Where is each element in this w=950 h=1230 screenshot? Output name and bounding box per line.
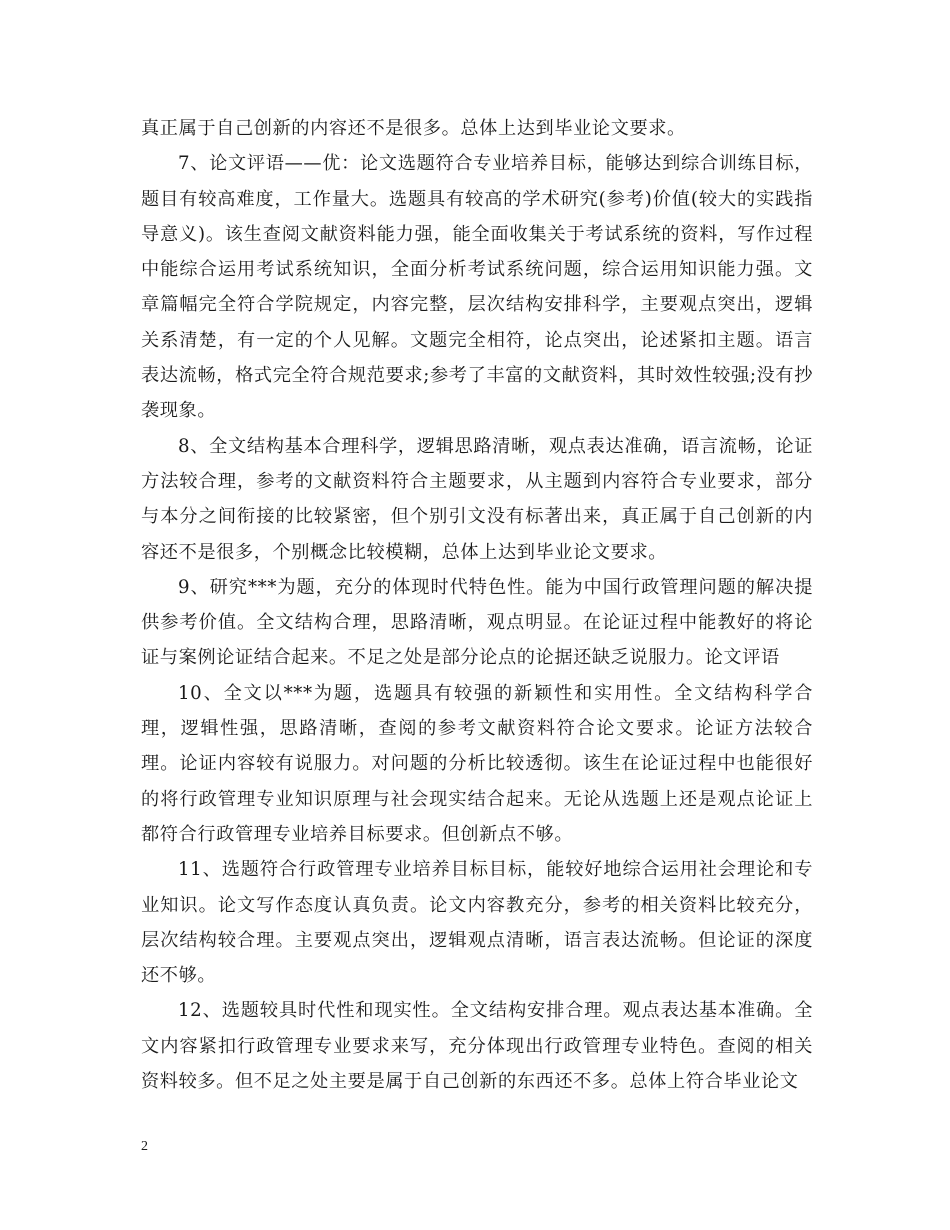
page-number: 2: [141, 1139, 148, 1154]
paragraph-item-11: 11、选题符合行政管理专业培养目标目标，能较好地综合运用社会理论和专业知识。论文写作态度认真负责。论文内容教充分，参考的相关资料比较充分，层次结构较合理。主要观点突出，逻辑观点清晰，语言表达流畅。但论证的深度还不够。: [141, 859, 813, 987]
paragraph-item-8: 8、全文结构基本合理科学，逻辑思路清晰，观点表达准确，语言流畅，论证方法较合理，参考的文献资料符合主题要求，从主题到内容符合专业要求，部分与本分之间衔接的比较紧密，但个别引文没有标著出来，真正属于自己创新的内容还不是很多，个别概念比较模糊，总体上达到毕业论文要求。: [141, 435, 813, 563]
paragraph-item-7: 7、论文评语——优：论文选题符合专业培养目标，能够达到综合训练目标，题目有较高难度，工作量大。选题具有较高的学术研究(参考)价值(较大的实践指导意义)。该生查阅文献资料能力强，能全面收集关于考试系统的资料，写作过程中能综合运用考试系统知识，全面分析考试系统问题，综合运用知识能力强。文章篇幅完全符合学院规定，内容完整，层次结构安排科学，主要观点突出，逻辑关系清楚，有一定的个人见解。文题完全相符，论点突出，论述紧扣主题。语言表达流畅，格式完全符合规范要求;参考了丰富的文献资料，其时效性较强;没有抄袭现象。: [141, 153, 813, 422]
paragraph-item-10: 10、全文以***为题，选题具有较强的新颖性和实用性。全文结构科学合理，逻辑性强，思路清晰，查阅的参考文献资料符合论文要求。论证方法较合理。论证内容较有说服力。对问题的分析比较透彻。该生在论证过程中也能很好的将行政管理专业知识原理与社会现实结合起来。无论从选题上还是观点论证上都符合行政管理专业培养目标要求。但创新点不够。: [141, 682, 813, 845]
paragraph-item-12: 12、选题较具时代性和现实性。全文结构安排合理。观点表达基本准确。全文内容紧扣行政管理专业要求来写，充分体现出行政管理专业特色。查阅的相关资料较多。但不足之处主要是属于自己创新的东西还不多。总体上符合毕业论文: [141, 1000, 813, 1093]
document-body: [141, 111, 813, 1099]
paragraph-continuation: 真正属于自己创新的内容还不是很多。总体上达到毕业论文要求。: [141, 118, 686, 139]
paragraph-item-9: 9、研究***为题，充分的体现时代特色性。能为中国行政管理问题的解决提供参考价值。全文结构合理，思路清晰，观点明显。在论证过程中能教好的将论证与案例论证结合起来。不足之处是部分论点的论据还缺乏说服力。论文评语: [141, 576, 813, 669]
